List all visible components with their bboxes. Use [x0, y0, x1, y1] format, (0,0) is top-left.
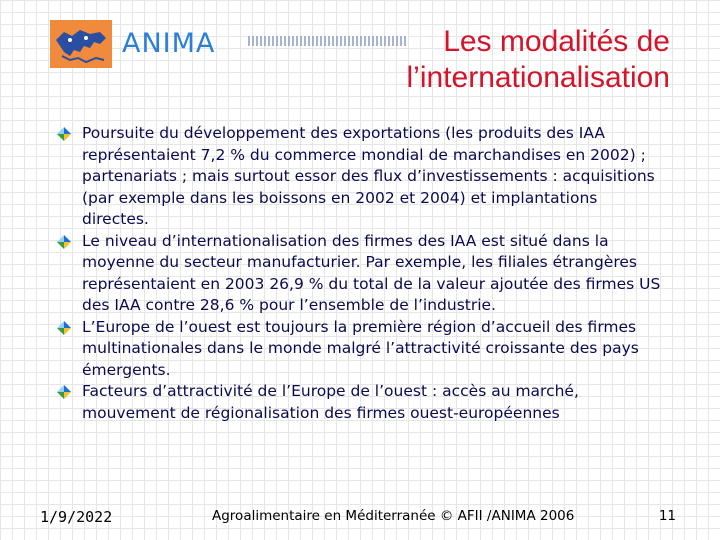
brand-name: ANIMA [122, 28, 216, 59]
footer-credit: Agroalimentaire en Méditerranée © AFII /ANIMA 2006 [212, 508, 575, 524]
diamond-bullet-icon [56, 126, 72, 142]
slide-title [270, 24, 670, 96]
bullet-text: Poursuite du développement des exportations (les produits des IAA représentaient 7,2 % du commerce mondial de marchandises en 2002) ; partenariats ; mais surtout essor des flux d’investissements : acquisitions (par exemple dans les boissons en 2002 et 2004) et implantations directes. [82, 124, 655, 228]
anima-logo-icon [50, 20, 112, 68]
slide-title-line-2: l’internationalisation [406, 61, 670, 94]
bullet-text: L’Europe de l’ouest est toujours la première région d’accueil des firmes multinationales dans le monde malgré l’attractivité croissante des pays émergents. [82, 317, 639, 379]
bullet-list [54, 123, 664, 424]
diamond-bullet-icon [56, 234, 72, 250]
bullet-item-western-europe [54, 317, 664, 382]
bullet-item-internationalisation-level [54, 231, 664, 317]
bullet-item-attractiveness-factors [54, 381, 664, 424]
bullet-text: Le niveau d’internationalisation des firmes des IAA est situé dans la moyenne du secteur manufacturier. Par exemple, les filiales étrangères représentaient en 2003 26,9 % du total de la valeur ajoutée des firmes US des IAA contre 28,6 % pour l’ensemble de l’industrie. [82, 231, 661, 314]
bullet-text: Facteurs d’attractivité de l’Europe de l’ouest : accès au marché, mouvement de régionalisation des firmes ouest-européennes [82, 382, 579, 422]
page-number: 11 [658, 508, 676, 524]
diamond-bullet-icon [56, 384, 72, 400]
diamond-bullet-icon [56, 320, 72, 336]
footer-date: 1/9/2022 [40, 508, 113, 526]
slide-title-line-1: Les modalités de [443, 25, 670, 58]
bullet-item-exports [54, 123, 664, 231]
